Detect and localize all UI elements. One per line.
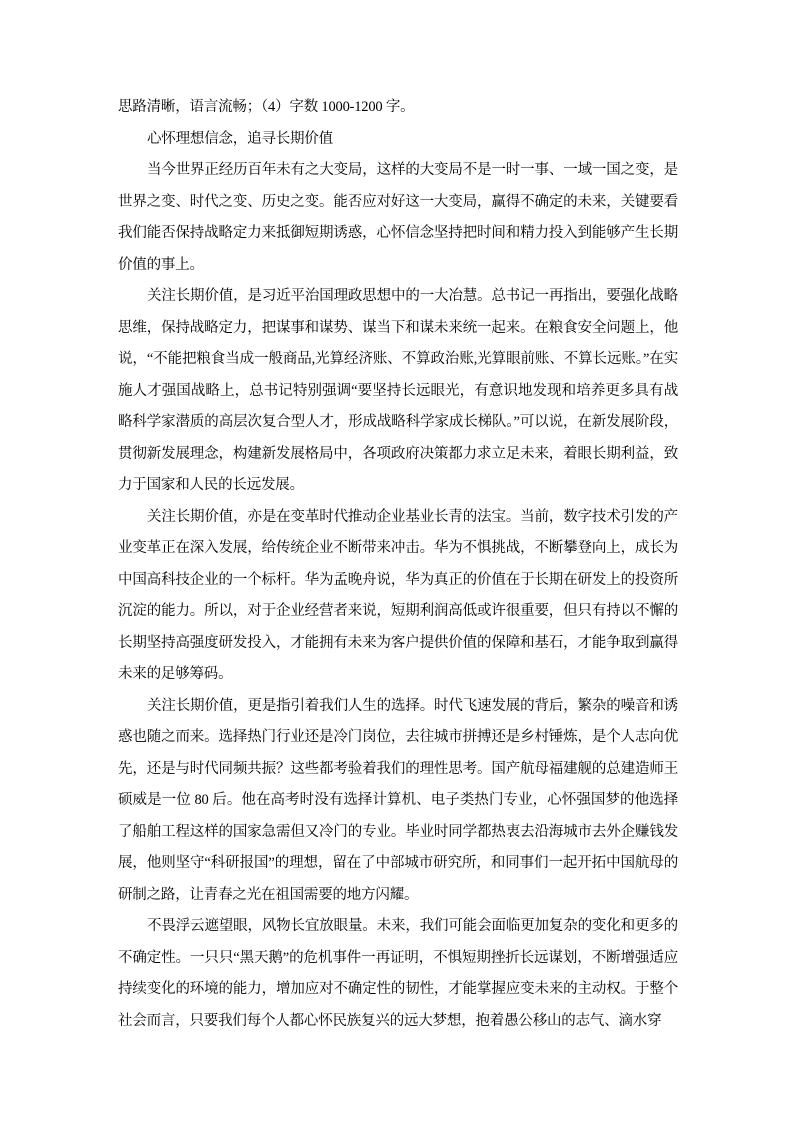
essay-paragraph-intro: 当今世界正经历百年未有之大变局，这样的大变局不是一时一事、一域一国之变，是世界之变、时代之变、历史之变。能否应对好这一大变局，赢得不确定的未来，关键要看我们能否保持战略定力来抵御短期诱惑，心怀信念坚持把时间和精力投入到能够产生长期价值的事上。 [118,162,678,273]
essay-paragraph-future: 不畏浮云遮望眼，风物长宜放眼量。未来，我们可能会面临更加复杂的变化和更多的不确定性。一只只“黑天鹅”的危机事件一再证明，不惧短期挫折长远谋划，不断增强适应持续变化的环境的能力，增加应对不确定性的韧性，才能掌握应变未来的主动权。于整个社会而言，只要我们每个人都心怀民族复兴的远大梦想，抱着愚公移山的志气、滴水穿 [118,918,678,1029]
requirements-line: 思路清晰，语言流畅；（4）字数 1000-1200 字。 [118,99,415,115]
essay-paragraph-governance: 关注长期价值，是习近平治国理政思想中的一大冶慧。总书记一再指出，要强化战略思维，保持战略定力，把谋事和谋势、谋当下和谋未来统一起来。在粮食安全问题上，他说，“不能把粮食当成一般商品,光算经济账、不算政治账,光算眼前账、不算长远账。”在实施人才强国战略上，总书记特别强调“要坚持长远眼光，有意识地发现和培养更多具有战略科学家潜质的高层次复合型人才，形成战略科学家成长梯队。”可以说，在新发展阶段，贯彻新发展理念，构建新发展格局中，各项政府决策都力求立足未来，着眼长期利益，致力于国家和人民的长远发展。 [118,288,678,493]
essay-title: 心怀理想信念，追寻长期价值 [147,130,333,147]
essay-paragraph-enterprise: 关注长期价值，亦是在变革时代推动企业基业长青的法宝。当前，数字技术引发的产业变革正在深入发展，给传统企业不断带来冲击。华为不惧挑战，不断攀登向上，成长为中国高科技企业的一个标杆。华为孟晚舟说，华为真正的价值在于长期在研发上的投资所沉淀的能力。所以，对于企业经营者来说，短期利润高低或许很重要，但只有持以不懈的长期坚持高强度研发投入，才能拥有未来为客户提供价值的保障和基石，才能争取到赢得未来的足够筹码。 [118,508,678,682]
essay-paragraph-life-choice: 关注长期价值，更是指引着我们人生的选择。时代飞速发展的背后，繁杂的噪音和诱惑也随之而来。选择热门行业还是冷门岗位，去往城市拼搏还是乡村锤炼，是个人志向优先，还是与时代同频共振？这些都考验着我们的理性思考。国产航母福建舰的总建造师王硕威是一位 80 后。他在高考时没有选择计算机、电子类热门专业，心怀强国梦的他选择了船舶工程这样的国家急需但又冷门的专业。毕业时同学都热衷去沿海城市去外企赚钱发展，他则坚守“科研报国”的理想，留在了中部城市研究所，和同事们一起开拓中国航母的研制之路，让青春之光在祖国需要的地方闪耀。 [118,697,678,903]
